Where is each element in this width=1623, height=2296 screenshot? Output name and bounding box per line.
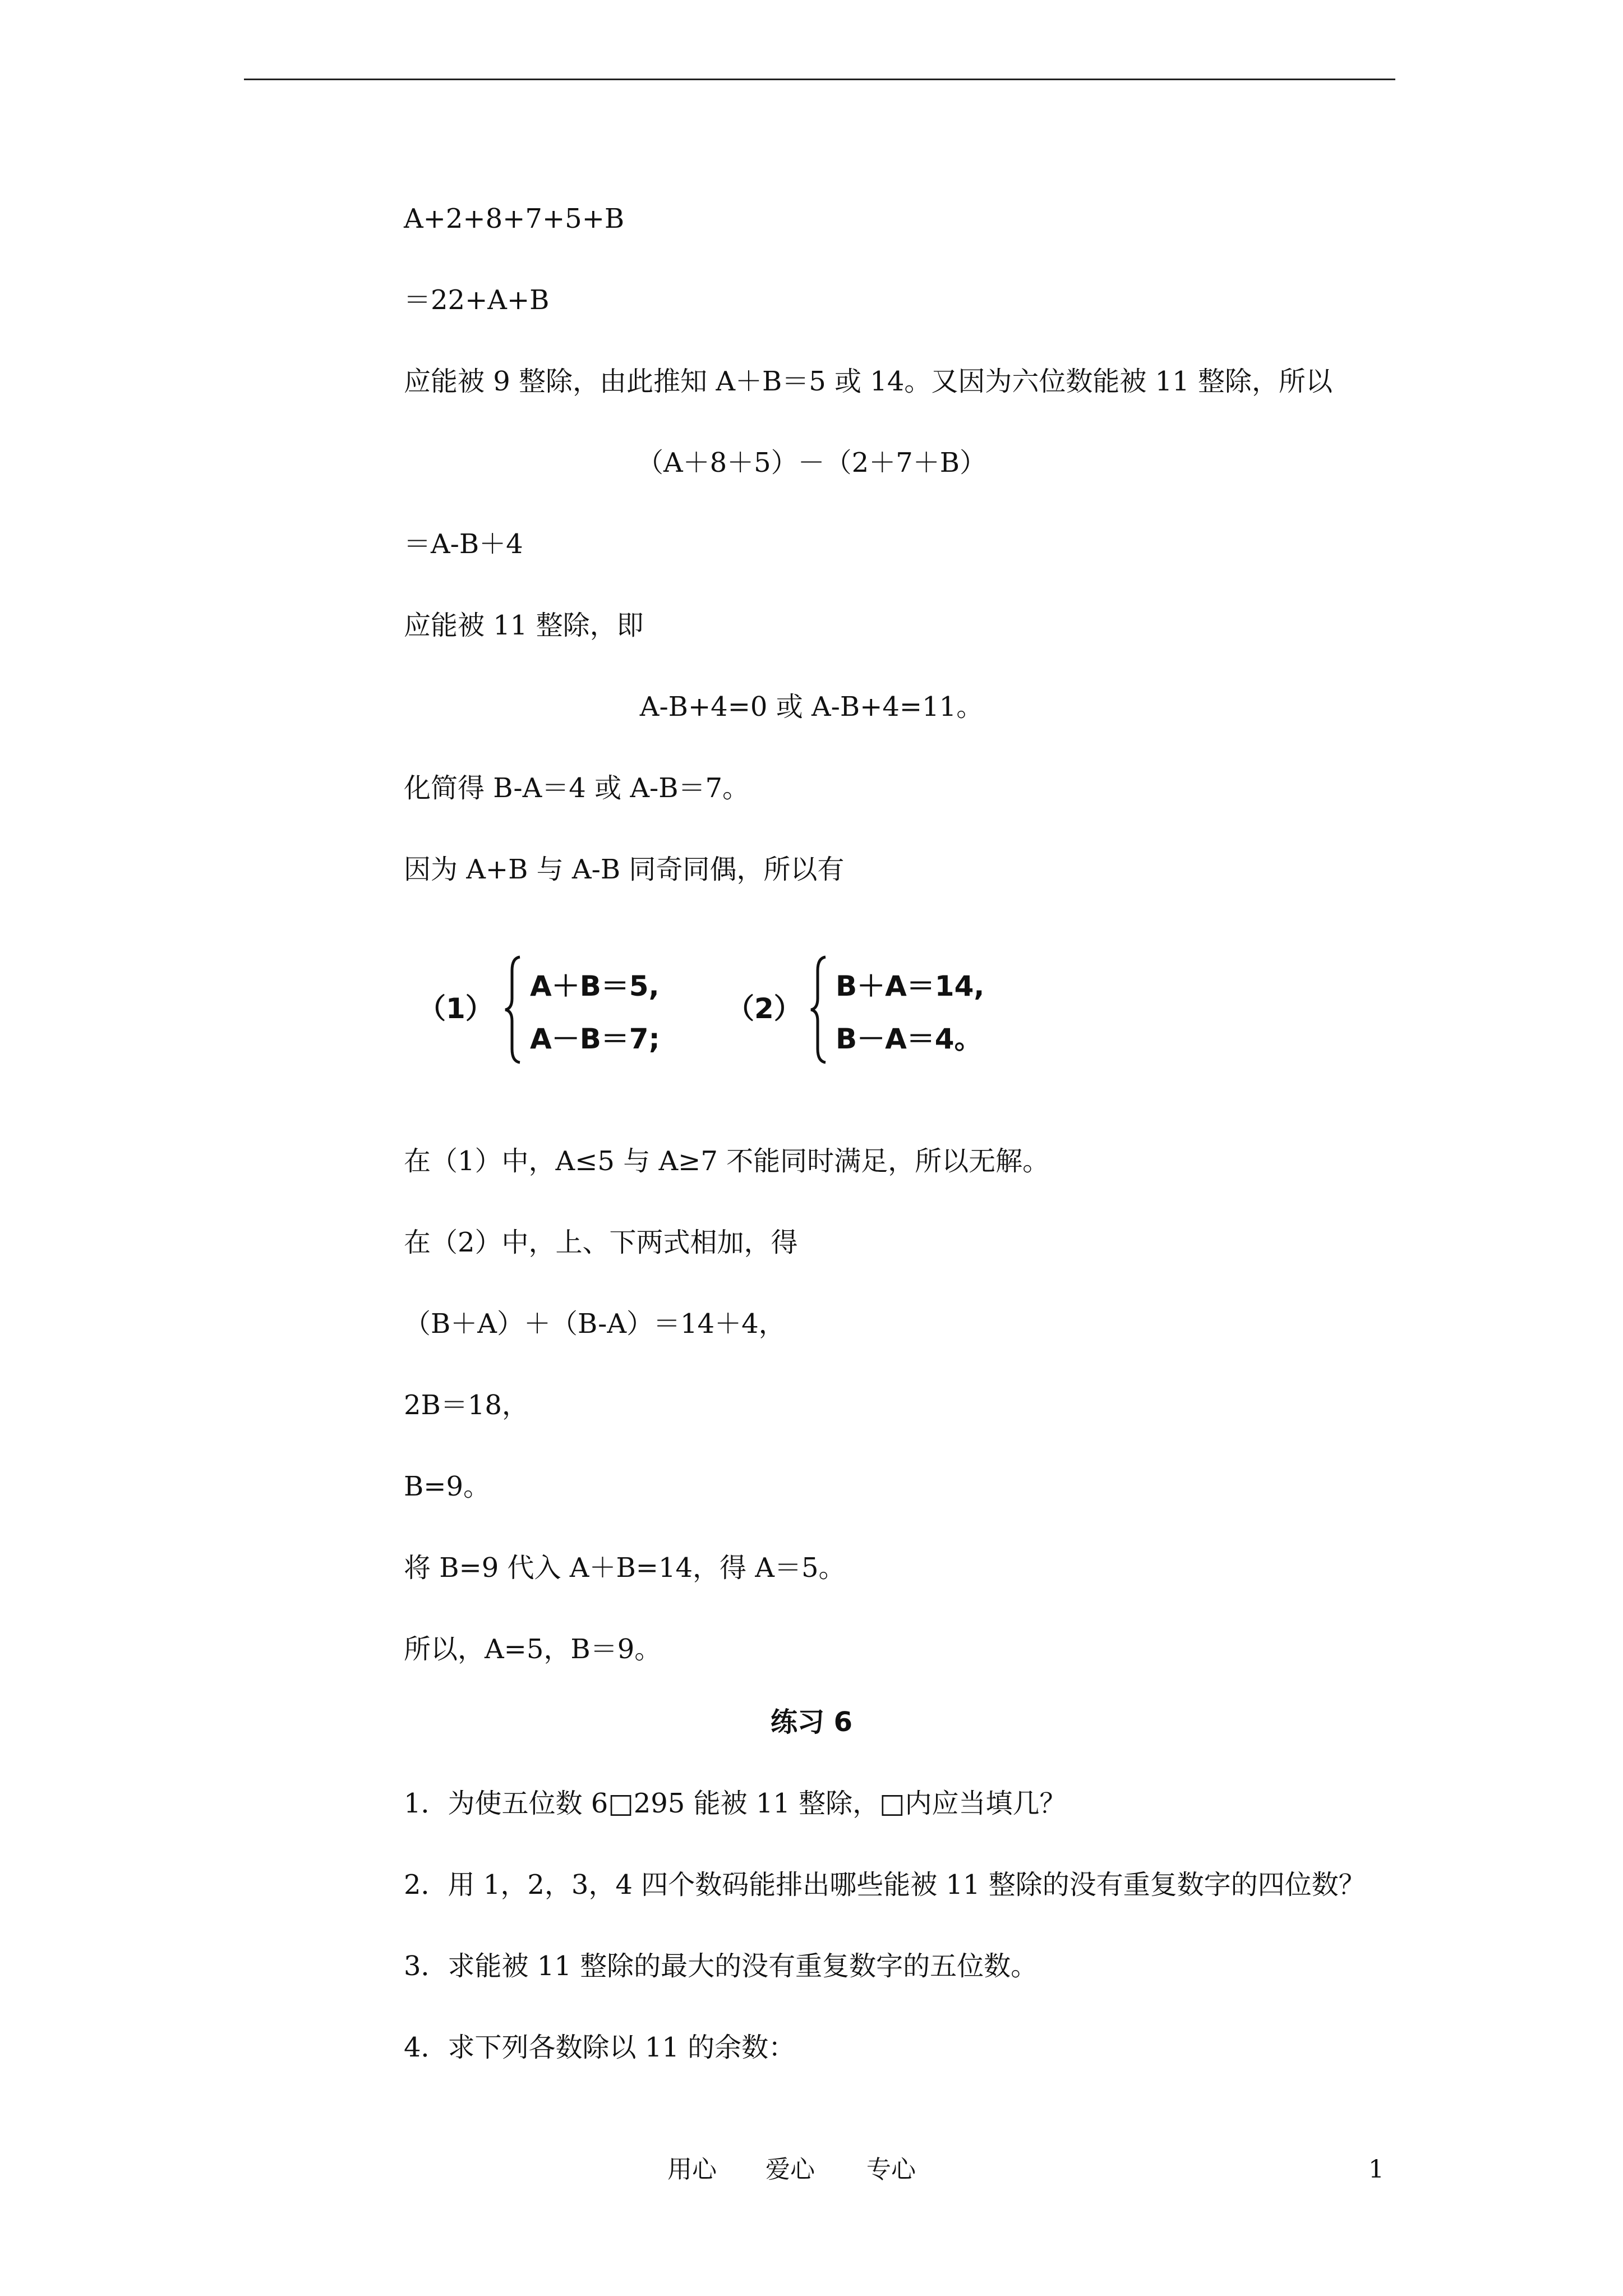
left-brace-icon	[502, 954, 524, 1066]
equation-system-2	[726, 954, 1063, 1066]
body-text: 所以，A=5，B＝9。	[404, 1634, 662, 1665]
exercise-item: 3．求能被 11 整除的最大的没有重复数字的五位数。	[404, 1950, 1038, 1982]
body-text: 将 B=9 代入 A＋B=14，得 A＝5。	[404, 1552, 846, 1584]
equation-line: ＝A-B＋4	[404, 528, 523, 560]
exercise-item: 2．用 1，2，3，4 四个数码能排出哪些能被 11 整除的没有重复数字的四位数？	[404, 1869, 1366, 1901]
exercise-title: 练习 6	[770, 1706, 853, 1738]
body-text: 在（2）中，上、下两式相加，得	[404, 1227, 798, 1258]
equation-line: ＝22+A+B	[404, 284, 550, 316]
body-text: 因为 A+B 与 A-B 同奇同偶，所以有	[404, 854, 845, 885]
footer-text-right: 专心	[866, 2155, 916, 2184]
exercise-item: 4．求下列各数除以 11 的余数：	[404, 2032, 796, 2063]
equation-line: （B＋A）＋（B-A）＝14＋4，	[404, 1308, 786, 1340]
system-label: （2）	[726, 992, 802, 1025]
equation-line: 2B＝18，	[404, 1389, 529, 1421]
header-rule	[244, 79, 1395, 80]
body-text: 应能被 9 整除，由此推知 A＋B＝5 或 14。又因为六位数能被 11 整除，所以	[404, 366, 1332, 397]
system-equation: A＋B＝5,	[530, 970, 660, 1002]
equation-line: B=9。	[404, 1471, 491, 1502]
system-label: （1）	[418, 992, 494, 1025]
left-brace-icon	[808, 954, 830, 1066]
system-equation: B＋A＝14,	[836, 970, 985, 1002]
exercise-item: 1．为使五位数 6□295 能被 11 整除，□内应当填几？	[404, 1788, 1067, 1819]
body-text: 化简得 B-A＝4 或 A-B＝7。	[404, 772, 750, 804]
body-text: 应能被 11 整除，即	[404, 610, 644, 641]
system-equation: A－B＝7;	[530, 1023, 660, 1055]
page-number: 1	[1368, 2155, 1384, 2184]
centered-equation: A-B+4=0 或 A-B+4=11。	[639, 691, 984, 723]
footer-text-middle: 爱心	[766, 2155, 815, 2184]
body-text: 在（1）中，A≤5 与 A≥7 不能同时满足，所以无解。	[404, 1145, 1050, 1177]
equation-system-1	[418, 954, 754, 1066]
footer-text-left: 用心	[667, 2155, 717, 2184]
equation-line: A+2+8+7+5+B	[404, 203, 625, 234]
centered-equation: （A＋8＋5）－（2＋7＋B）	[636, 447, 987, 478]
system-equation: B－A＝4。	[836, 1023, 983, 1055]
